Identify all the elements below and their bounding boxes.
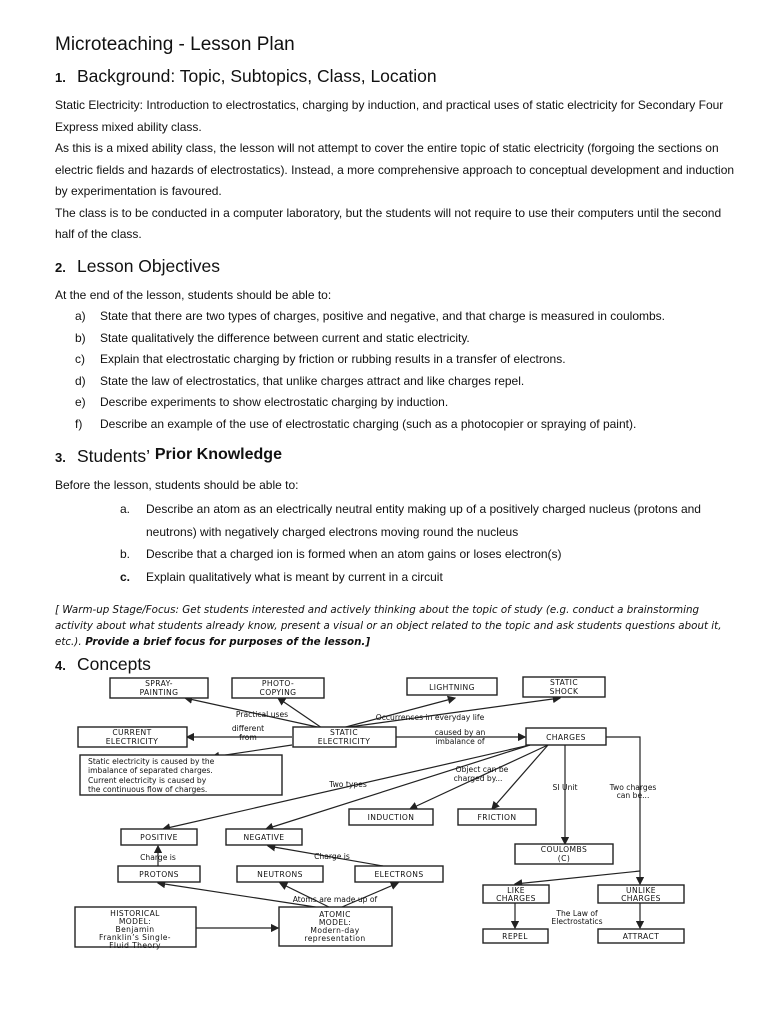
map-text: MODEL: bbox=[118, 917, 152, 926]
label-practical-uses: Practical uses bbox=[235, 710, 289, 719]
map-text: POSITIVE bbox=[140, 833, 178, 842]
list-text: Explain that electrostatic charging by friction or rubbing results in a transfer of electrons. bbox=[100, 352, 566, 367]
list-marker: b. bbox=[120, 547, 131, 562]
node-electrons bbox=[355, 866, 443, 882]
map-text: REPEL bbox=[502, 932, 528, 941]
map-text: CURRENT bbox=[112, 728, 152, 737]
map-text: STATIC bbox=[329, 728, 359, 737]
node-spray-painting bbox=[110, 678, 208, 698]
label-law-of: The Law of bbox=[556, 909, 598, 918]
map-text: Benjamin bbox=[115, 925, 155, 934]
node-lightning bbox=[407, 678, 497, 695]
prior-knowledge-intro: Before the lesson, students should be able to: bbox=[55, 477, 299, 492]
list-marker: d) bbox=[75, 373, 86, 388]
map-text: CHARGES bbox=[496, 894, 536, 903]
map-text: LIGHTNING bbox=[429, 683, 475, 692]
map-text: Franklin’s Single- bbox=[99, 933, 171, 942]
map-text: COULOMBS bbox=[540, 845, 588, 854]
label-charged-by: charged by... bbox=[453, 774, 503, 783]
map-text: UNLIKE bbox=[626, 886, 656, 895]
label-from: from bbox=[239, 733, 257, 742]
node-neutrons bbox=[237, 866, 323, 882]
document-title: Microteaching - Lesson Plan bbox=[55, 34, 295, 55]
map-text: PHOTO- bbox=[261, 679, 295, 688]
list-text: Describe an example of the use of electrostatic charging (such as a photocopier or spraying of paint). bbox=[100, 416, 637, 431]
map-text: Fluid Theory bbox=[109, 941, 161, 950]
label-occurrences: Occurrences in everyday life bbox=[375, 713, 485, 722]
section-4-title: Concepts bbox=[77, 654, 151, 675]
section-3-title-a: Students’ bbox=[77, 445, 150, 466]
node-photo-copying bbox=[232, 678, 324, 698]
list-text: State the law of electrostatics, that unlike charges attract and like charges repel. bbox=[100, 373, 525, 388]
node-positive bbox=[121, 829, 197, 845]
node-atomic-model bbox=[279, 907, 392, 946]
section-1-title: Background: Topic, Subtopics, Class, Location bbox=[77, 66, 437, 86]
map-text: NEUTRONS bbox=[257, 870, 303, 879]
background-paragraph-1: Static Electricity: Introduction to electrostatics, charging by induction, and practical uses of static electricity for Secondary Four Express mixed ability class. bbox=[55, 98, 724, 134]
map-text: imbalance of separated charges. bbox=[88, 766, 213, 775]
node-historical-model bbox=[75, 907, 196, 950]
map-text: CHARGES bbox=[621, 894, 661, 903]
list-marker: c) bbox=[75, 352, 85, 367]
node-current-electricity bbox=[78, 727, 187, 747]
label-object-can: Object can be bbox=[455, 765, 509, 774]
node-negative bbox=[226, 829, 302, 845]
map-text: FRICTION bbox=[477, 813, 517, 822]
node-like-charges bbox=[483, 885, 549, 903]
section-1-number: 1. bbox=[55, 70, 66, 85]
node-repel bbox=[483, 929, 548, 943]
list-marker: a. bbox=[120, 502, 131, 517]
label-electrostatics: Electrostatics bbox=[551, 917, 603, 926]
node-unlike-charges bbox=[598, 885, 684, 903]
label-charge-is-1: Charge is bbox=[140, 853, 176, 862]
map-text: SPRAY- bbox=[145, 679, 173, 688]
map-text: ELECTRICITY bbox=[105, 737, 159, 746]
map-text: COPYING bbox=[259, 688, 297, 697]
map-text: LIKE bbox=[507, 886, 525, 895]
map-text: Current electricity is caused by bbox=[88, 776, 207, 785]
label-can-be: can be... bbox=[616, 791, 650, 800]
label-different: different bbox=[231, 724, 265, 733]
objectives-intro: At the end of the lesson, students should be able to: bbox=[55, 287, 332, 302]
map-text: ELECTRONS bbox=[374, 870, 424, 879]
map-text: representation bbox=[304, 934, 366, 943]
map-text: ELECTRICITY bbox=[317, 737, 371, 746]
map-text: NEGATIVE bbox=[243, 833, 285, 842]
node-friction bbox=[458, 809, 536, 825]
list-text: Describe an atom as an electrically neutral entity making up of a positively charged nucleus (protons and neutrons) with negatively charged electrons moving round the nucleus bbox=[146, 502, 701, 539]
list-text: State qualitatively the difference between current and static electricity. bbox=[100, 330, 470, 345]
link-two-like bbox=[515, 871, 640, 884]
section-2-number: 2. bbox=[55, 259, 66, 275]
label-two-types: Two types bbox=[329, 780, 367, 789]
label-atoms-made: Atoms are made up of bbox=[292, 895, 378, 904]
list-text: State that there are two types of charges, positive and negative, and that charge is measured in coulombs. bbox=[100, 309, 665, 323]
map-text: ATTRACT bbox=[622, 932, 660, 941]
label-charge-is-2: Charge is bbox=[314, 852, 350, 861]
node-induction bbox=[349, 809, 433, 825]
map-text: PAINTING bbox=[139, 688, 179, 697]
list-text: Explain qualitatively what is meant by current in a circuit bbox=[146, 569, 443, 584]
node-static-electricity bbox=[293, 727, 396, 747]
map-text: the continuous flow of charges. bbox=[88, 785, 208, 794]
map-text: Static electricity is caused by the bbox=[88, 757, 215, 766]
map-text: PROTONS bbox=[139, 870, 179, 879]
warm-up-text: [ Warm-up Stage/Focus: Get students interested and actively thinking about the topic of study (e.g. conduct a brainstorming activity about what students already know, present a visual or an object related to the topic and ask students questions about it, etc.). bbox=[55, 604, 722, 649]
node-coulombs bbox=[515, 844, 613, 864]
node-static-shock bbox=[523, 677, 605, 697]
map-text: (C) bbox=[557, 854, 571, 863]
map-text: Modern-day bbox=[310, 926, 360, 935]
background-paragraph-2: As this is a mixed ability class, the lesson will not attempt to cover the entire topic of static electricity (forgoing the sections on electric fields and hazards of electrostatics). Instead, a more comprehensive approach to conceptual development and induction by experimentation is favoured. bbox=[55, 141, 735, 198]
label-caused-by: caused by an bbox=[434, 728, 486, 737]
node-note bbox=[80, 755, 282, 795]
map-text: INDUCTION bbox=[367, 813, 415, 822]
list-marker: e) bbox=[75, 395, 86, 410]
map-text: CHARGES bbox=[546, 733, 586, 742]
map-text: SHOCK bbox=[549, 687, 579, 696]
warm-up-bold: Provide a brief focus for purposes of the lesson.] bbox=[81, 636, 371, 649]
list-marker: a) bbox=[75, 309, 86, 323]
section-3-number: 3. bbox=[55, 449, 66, 465]
label-two-charges: Two charges bbox=[609, 783, 657, 792]
label-si-unit: SI Unit bbox=[552, 783, 578, 792]
node-protons bbox=[118, 866, 200, 882]
list-text: Describe experiments to show electrostatic charging by induction. bbox=[100, 395, 449, 410]
list-text: Describe that a charged ion is formed when an atom gains or loses electron(s) bbox=[146, 547, 562, 562]
list-marker: f) bbox=[75, 416, 83, 431]
node-charges bbox=[526, 728, 606, 745]
map-text: MODEL: bbox=[318, 918, 352, 927]
label-imbalance: imbalance of bbox=[435, 737, 485, 746]
map-text: HISTORICAL bbox=[110, 909, 160, 918]
map-text: STATIC bbox=[549, 678, 579, 687]
section-3-title-b: Prior Knowledge bbox=[154, 445, 282, 463]
background-paragraph-3: The class is to be conducted in a computer laboratory, but the students will not require to use their computers until the second half of the class. bbox=[55, 205, 722, 241]
section-4-number: 4. bbox=[55, 658, 66, 674]
section-2-title: Lesson Objectives bbox=[77, 255, 220, 276]
list-marker: b) bbox=[75, 330, 86, 345]
node-attract bbox=[598, 929, 684, 943]
list-marker: c. bbox=[120, 569, 131, 584]
map-text: ATOMIC bbox=[319, 910, 351, 919]
